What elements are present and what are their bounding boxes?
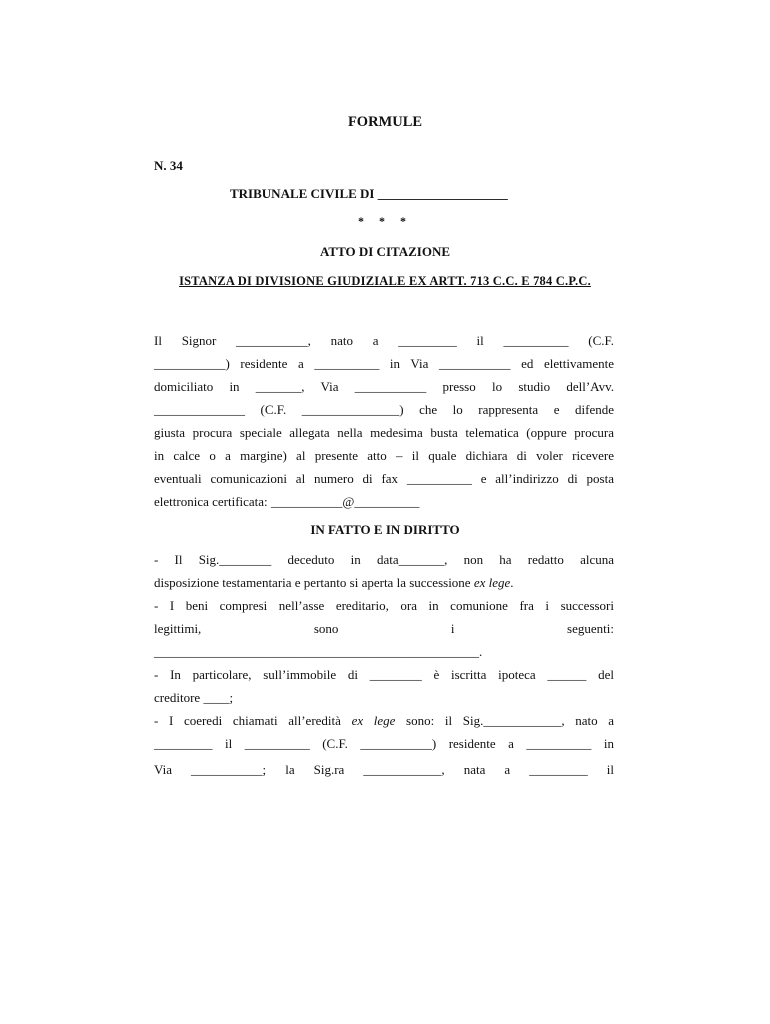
fact-line-2-end: . (510, 575, 514, 590)
fact-line-7: creditore ____; (154, 690, 234, 705)
fact-line-8 (154, 713, 614, 729)
act-subject: ISTANZA DI DIVISIONE GIUDIZIALE EX ARTT. 713 C.C. E 784 C.P.C. (179, 274, 591, 288)
fact-line-2 (154, 575, 614, 591)
formula-number: N. 34 (154, 158, 183, 173)
intro-line-8: elettronica certificata: ___________@__________ (154, 494, 420, 509)
fact-line-1: - Il Sig.________ deceduto in data_______, non ha redatto alcuna (154, 552, 614, 567)
fact-line-4: legittimi, sono i seguenti: (154, 621, 614, 636)
fact-line-10: Via ___________; la Sig.ra ____________, nata a _________ il (154, 762, 614, 777)
fact-line-9: _________ il __________ (C.F. ___________) residente a __________ in (154, 736, 614, 751)
intro-line-2: ___________) residente a __________ in Via ___________ ed elettivamente (154, 356, 614, 371)
fact-line-8-italic: ex lege (351, 713, 396, 728)
document-title: FORMULE (347, 114, 423, 130)
fact-line-8-end: sono: il Sig.____________, nato a (395, 713, 614, 728)
intro-line-5: giusta procura speciale allegata nella medesima busta telematica (oppure procura (154, 425, 614, 440)
intro-line-1: Il Signor ___________, nato a _________ il __________ (C.F. (154, 333, 614, 348)
separator-stars: * * * (358, 214, 412, 228)
fact-line-6: - In particolare, sull’immobile di ________ è iscritta ipoteca ______ del (154, 667, 614, 682)
intro-line-6: in calce o a margine) al presente atto – il quale dichiara di voler ricevere (154, 448, 614, 463)
fact-line-2-text: disposizione testamentaria e pertanto si aperta la successione (154, 575, 474, 590)
intro-line-7: eventuali comunicazioni al numero di fax __________ e all’indirizzo di posta (154, 471, 614, 486)
intro-line-3: domiciliato in _______, Via ___________ presso lo studio dell’Avv. (154, 379, 614, 394)
act-title: ATTO DI CITAZIONE (319, 244, 451, 259)
fact-line-3: - I beni compresi nell’asse ereditario, ora in comunione fra i successori (154, 598, 614, 613)
fact-line-5: __________________________________________________. (154, 644, 483, 659)
intro-line-4: ______________ (C.F. _______________) che lo rappresenta e difende (154, 402, 614, 417)
court-heading: TRIBUNALE CIVILE DI ____________________ (230, 186, 508, 201)
section-title: IN FATTO E IN DIRITTO (310, 522, 460, 537)
fact-line-8-text: - I coeredi chiamati all’eredità (154, 713, 352, 728)
fact-line-2-italic: ex lege (473, 575, 511, 590)
